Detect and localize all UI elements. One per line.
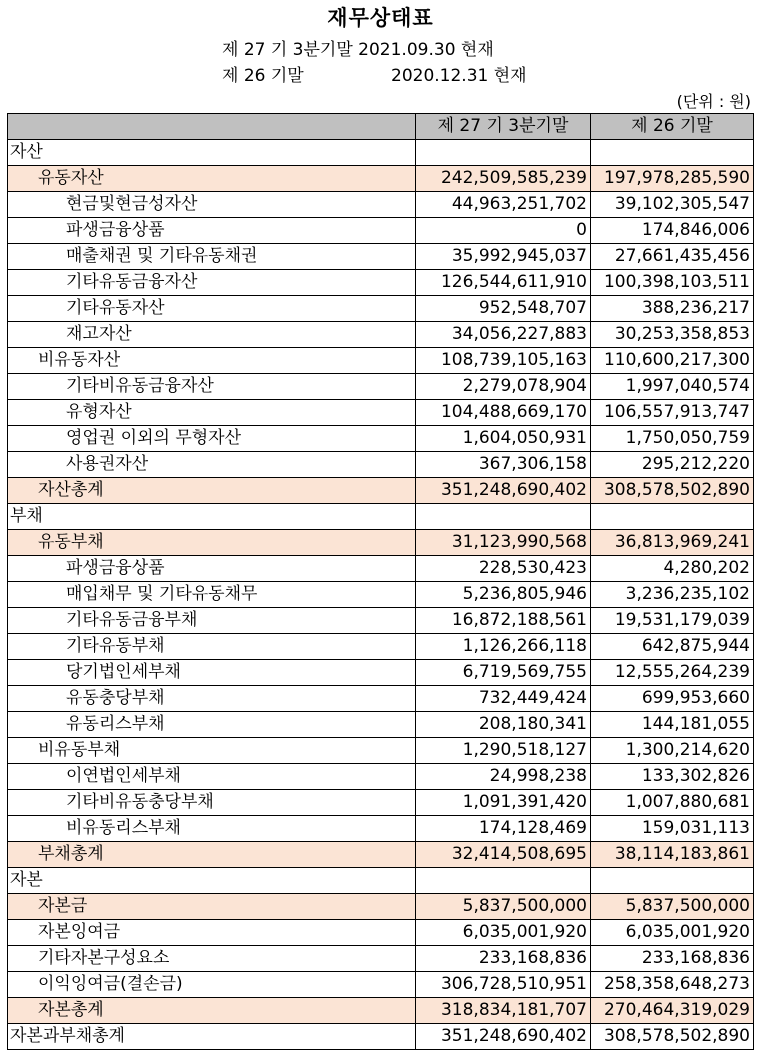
account-label: 현금및현금성자산 (8, 192, 416, 218)
current-period-value (416, 504, 591, 530)
current-period-value: 174,128,469 (416, 816, 591, 842)
prior-period-date: 2020.12.31 현재 (391, 66, 527, 86)
table-row (8, 608, 754, 634)
prior-period-value (591, 140, 754, 166)
current-period-value: 0 (416, 218, 591, 244)
prior-period-value: 30,253,358,853 (591, 322, 754, 348)
account-label: 기타자본구성요소 (8, 946, 416, 972)
table-row (8, 946, 754, 972)
prior-period-value: 699,953,660 (591, 686, 754, 712)
table-row (8, 322, 754, 348)
table-row (8, 192, 754, 218)
page-title: 재무상태표 (327, 6, 434, 30)
account-label: 비유동리스부채 (8, 816, 416, 842)
current-period-value: 5,236,805,946 (416, 582, 591, 608)
account-label: 자본잉여금 (8, 920, 416, 946)
account-label: 파생금융상품 (8, 556, 416, 582)
table-header-row (8, 114, 754, 140)
account-label: 자본금 (8, 894, 416, 920)
account-label: 자산 (8, 140, 416, 166)
current-period-value: 318,834,181,707 (416, 998, 591, 1024)
current-period-value: 16,872,188,561 (416, 608, 591, 634)
current-period-value: 242,509,585,239 (416, 166, 591, 192)
current-period-value: 5,837,500,000 (416, 894, 591, 920)
table-row (8, 712, 754, 738)
prior-period-value: 3,236,235,102 (591, 582, 754, 608)
table-row (8, 530, 754, 556)
prior-period-value: 159,031,113 (591, 816, 754, 842)
account-label: 이연법인세부채 (8, 764, 416, 790)
table-row (8, 504, 754, 530)
prior-period-value: 38,114,183,861 (591, 842, 754, 868)
prior-period-value: 1,300,214,620 (591, 738, 754, 764)
table-row (8, 426, 754, 452)
current-period-value: 367,306,158 (416, 452, 591, 478)
prior-period-value: 144,181,055 (591, 712, 754, 738)
table-row (8, 634, 754, 660)
current-period-value: 31,123,990,568 (416, 530, 591, 556)
account-label: 부채총계 (8, 842, 416, 868)
current-period-value: 108,739,105,163 (416, 348, 591, 374)
table-row (8, 920, 754, 946)
table-row (8, 972, 754, 998)
current-period-value: 351,248,690,402 (416, 1024, 591, 1050)
table-row (8, 244, 754, 270)
prior-period-value: 258,358,648,273 (591, 972, 754, 998)
current-period-value: 24,998,238 (416, 764, 591, 790)
prior-period-value: 133,302,826 (591, 764, 754, 790)
table-row (8, 374, 754, 400)
balance-sheet-table (7, 113, 754, 1050)
prior-period-value: 642,875,944 (591, 634, 754, 660)
prior-period-value: 1,750,050,759 (591, 426, 754, 452)
current-period-value: 44,963,251,702 (416, 192, 591, 218)
account-label: 이익잉여금(결손금) (8, 972, 416, 998)
table-row (8, 400, 754, 426)
account-label: 자산총계 (8, 478, 416, 504)
column-header-current: 제 27 기 3분기말 (416, 114, 591, 140)
table-row (8, 738, 754, 764)
prior-period-value: 388,236,217 (591, 296, 754, 322)
prior-period-value: 36,813,969,241 (591, 530, 754, 556)
table-row (8, 140, 754, 166)
prior-period-value: 12,555,264,239 (591, 660, 754, 686)
account-label: 비유동부채 (8, 738, 416, 764)
table-row (8, 582, 754, 608)
current-period-value: 104,488,669,170 (416, 400, 591, 426)
current-period-value: 952,548,707 (416, 296, 591, 322)
prior-period-value (591, 868, 754, 894)
current-period-value: 32,414,508,695 (416, 842, 591, 868)
prior-period-value: 39,102,305,547 (591, 192, 754, 218)
table-row (8, 478, 754, 504)
table-row (8, 556, 754, 582)
table-row (8, 348, 754, 374)
table-row (8, 686, 754, 712)
account-label: 기타비유동금융자산 (8, 374, 416, 400)
prior-period-value: 27,661,435,456 (591, 244, 754, 270)
prior-period-label: 제 26 기말 (222, 66, 304, 86)
current-period-value: 228,530,423 (416, 556, 591, 582)
account-label: 파생금융상품 (8, 218, 416, 244)
current-period-value: 1,604,050,931 (416, 426, 591, 452)
table-row (8, 816, 754, 842)
prior-period-value: 308,578,502,890 (591, 1024, 754, 1050)
prior-period-value: 1,997,040,574 (591, 374, 754, 400)
current-period-value: 34,056,227,883 (416, 322, 591, 348)
current-period-value: 1,091,391,420 (416, 790, 591, 816)
prior-period-value: 5,837,500,000 (591, 894, 754, 920)
account-label: 재고자산 (8, 322, 416, 348)
prior-period-value: 6,035,001,920 (591, 920, 754, 946)
column-header-account (8, 114, 416, 140)
account-label: 유동충당부채 (8, 686, 416, 712)
prior-period-value: 308,578,502,890 (591, 478, 754, 504)
table-row (8, 894, 754, 920)
current-period-value: 6,035,001,920 (416, 920, 591, 946)
table-row (8, 218, 754, 244)
prior-period-value (591, 504, 754, 530)
current-period-value: 35,992,945,037 (416, 244, 591, 270)
account-label: 자본 (8, 868, 416, 894)
account-label: 매입채무 및 기타유동채무 (8, 582, 416, 608)
table-row (8, 1024, 754, 1050)
prior-period-value: 110,600,217,300 (591, 348, 754, 374)
prior-period-value: 1,007,880,681 (591, 790, 754, 816)
current-period-value: 126,544,611,910 (416, 270, 591, 296)
current-period-value: 306,728,510,951 (416, 972, 591, 998)
prior-period-value: 295,212,220 (591, 452, 754, 478)
current-period-value: 351,248,690,402 (416, 478, 591, 504)
account-label: 유동리스부채 (8, 712, 416, 738)
account-label: 기타비유동충당부채 (8, 790, 416, 816)
table-row (8, 166, 754, 192)
prior-period-value: 233,168,836 (591, 946, 754, 972)
account-label: 기타유동부채 (8, 634, 416, 660)
table-row (8, 842, 754, 868)
account-label: 비유동자산 (8, 348, 416, 374)
account-label: 부채 (8, 504, 416, 530)
account-label: 유형자산 (8, 400, 416, 426)
table-row (8, 270, 754, 296)
account-label: 기타유동금융자산 (8, 270, 416, 296)
account-label: 기타유동금융부채 (8, 608, 416, 634)
prior-period-value: 19,531,179,039 (591, 608, 754, 634)
table-row (8, 296, 754, 322)
account-label: 당기법인세부채 (8, 660, 416, 686)
account-label: 자본총계 (8, 998, 416, 1024)
current-period-value (416, 140, 591, 166)
current-period: 제 27 기 3분기말 2021.09.30 현재 (222, 40, 494, 60)
current-period-value: 732,449,424 (416, 686, 591, 712)
table-row (8, 868, 754, 894)
column-header-prior: 제 26 기말 (591, 114, 754, 140)
table-row (8, 660, 754, 686)
current-period-value: 233,168,836 (416, 946, 591, 972)
account-label: 기타유동자산 (8, 296, 416, 322)
table-row (8, 452, 754, 478)
table-row (8, 790, 754, 816)
prior-period-value: 106,557,913,747 (591, 400, 754, 426)
account-label: 유동자산 (8, 166, 416, 192)
prior-period-value: 174,846,006 (591, 218, 754, 244)
current-period-value: 1,126,266,118 (416, 634, 591, 660)
account-label: 영업권 이외의 무형자산 (8, 426, 416, 452)
current-period-value: 208,180,341 (416, 712, 591, 738)
account-label: 매출채권 및 기타유동채권 (8, 244, 416, 270)
unit-label: (단위 : 원) (676, 92, 751, 111)
current-period-value: 2,279,078,904 (416, 374, 591, 400)
table-row (8, 764, 754, 790)
account-label: 유동부채 (8, 530, 416, 556)
current-period-value: 6,719,569,755 (416, 660, 591, 686)
prior-period-value: 197,978,285,590 (591, 166, 754, 192)
current-period-value: 1,290,518,127 (416, 738, 591, 764)
prior-period-value: 4,280,202 (591, 556, 754, 582)
table-row (8, 998, 754, 1024)
prior-period-value: 270,464,319,029 (591, 998, 754, 1024)
account-label: 자본과부채총계 (8, 1024, 416, 1050)
account-label: 사용권자산 (8, 452, 416, 478)
prior-period-value: 100,398,103,511 (591, 270, 754, 296)
current-period-value (416, 868, 591, 894)
